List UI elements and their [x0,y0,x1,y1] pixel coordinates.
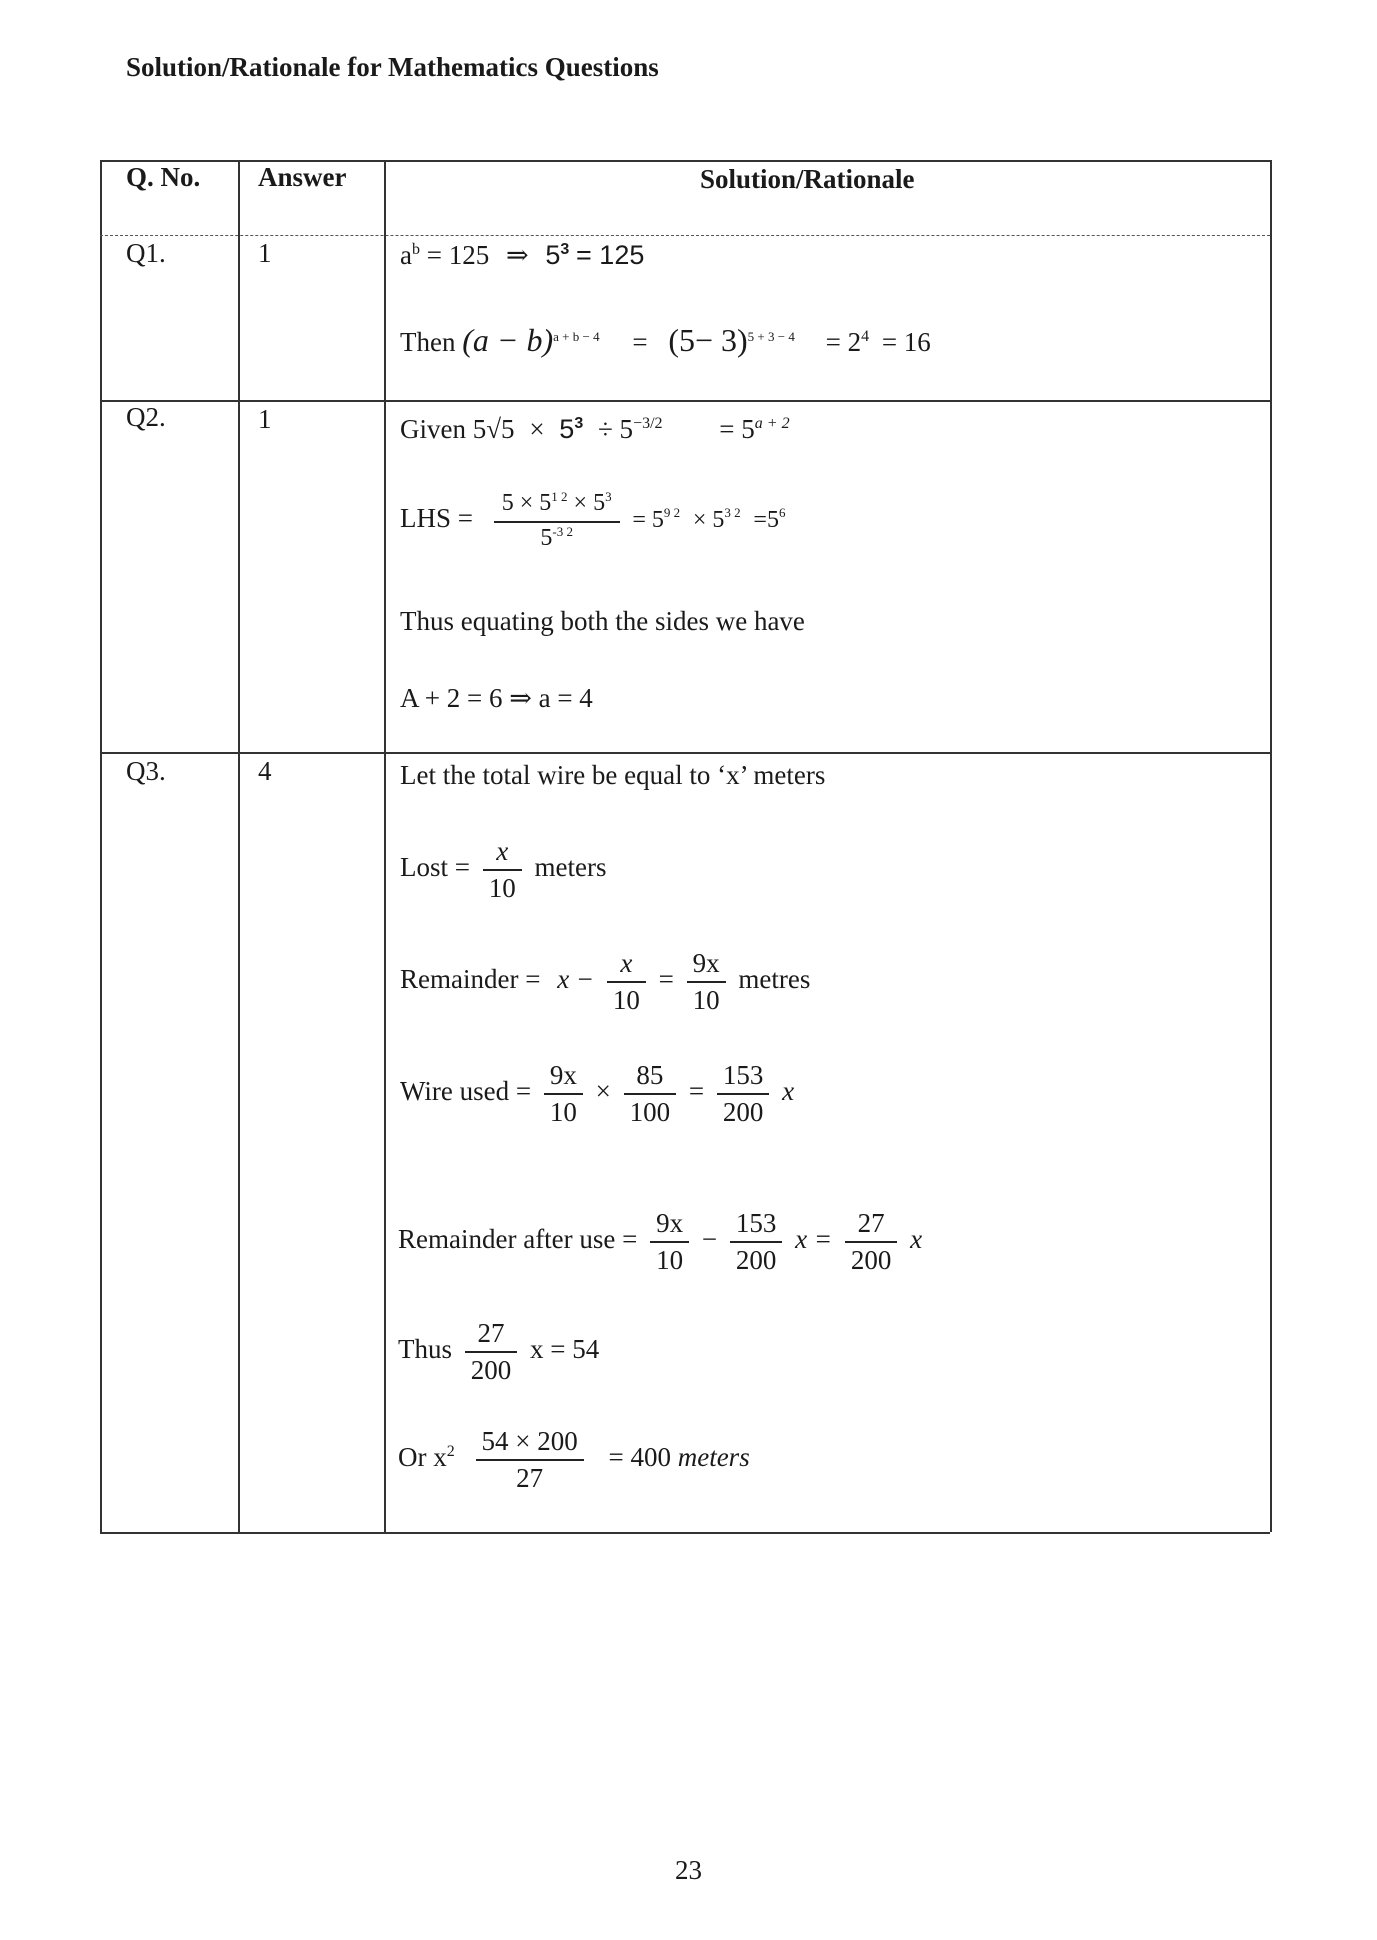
exp: 4 [861,328,870,345]
q2-line-1 [400,414,790,445]
numerator: x [607,948,646,983]
text: x = 54 [530,1334,600,1365]
numerator: 153 [730,1208,783,1243]
q2-final-line: A + 2 = 6 ⇒ a = 4 [400,683,593,713]
lhs-fraction [494,490,620,552]
text: Wire used = [400,1076,532,1107]
text: meters [677,1442,750,1473]
exp: −3/2 [633,415,663,432]
numerator: 9x [544,1060,583,1095]
text: 5 [559,414,575,444]
exp: -3 2 [552,524,573,539]
q3-remainder-line [400,948,810,1016]
fraction [624,1060,677,1128]
text: × [595,1076,611,1107]
page-title: Solution/Rationale for Mathematics Questions [126,52,659,82]
exp: 3 [560,241,570,258]
text: Thus [398,1334,452,1365]
exp: a + 2 [754,415,790,432]
fraction [687,948,726,1016]
numerator: 9x [650,1208,689,1243]
row-rule [100,400,1270,402]
header-qno: Q. No. [126,162,201,192]
denominator: 10 [612,985,640,1015]
text: × 5 [692,507,725,534]
answer-value: 4 [258,756,272,786]
denominator: 100 [629,1097,671,1127]
header-rule [100,235,1270,236]
denominator: 10 [549,1097,577,1127]
text: Or x [398,1442,447,1473]
fraction [607,948,646,1016]
q-number: Q1. [126,238,166,268]
numerator: 153 [717,1060,770,1095]
text: = 5 [719,414,755,444]
text: Remainder after use = [398,1224,638,1255]
fraction [730,1208,783,1276]
exp: 3 [605,489,612,504]
denominator [494,523,620,552]
answer-value: 1 [258,238,272,268]
text: = 125 [576,240,645,270]
text: 5 [545,240,561,270]
numerator: 54 × 200 [476,1426,584,1461]
fraction [717,1060,770,1128]
denominator: 10 [656,1245,684,1275]
denominator: 200 [722,1097,764,1127]
denominator: 200 [735,1245,777,1275]
exp: a + b − 4 [553,329,600,344]
text: a [400,240,412,270]
text: = 16 [881,327,931,357]
text: meters [534,852,607,883]
answer-value: 1 [258,404,272,434]
exp: 1 2 [551,489,568,504]
text: − [701,1224,718,1255]
numerator: 85 [624,1060,677,1095]
text: × 5 [573,490,606,516]
text: x [782,1076,795,1107]
text: = [688,1076,705,1107]
q3-or-line [398,1426,750,1494]
text: 5 × 5 [501,490,552,516]
exp: 5 + 3 − 4 [747,329,795,344]
column-rule [238,160,240,1532]
q-number: Q3. [126,756,166,786]
q1-line-2 [400,322,931,359]
fraction [476,1426,584,1494]
text: = [658,964,674,995]
header-solution: Solution/Rationale [700,164,915,194]
column-rule [384,160,386,1532]
denominator: 27 [516,1463,544,1493]
header-answer: Answer [258,162,347,192]
q3-thus-line [398,1318,599,1386]
numerator: 27 [465,1318,518,1353]
text: ÷ 5 [597,414,634,444]
text: Remainder = [400,964,541,995]
q1-line-1 [400,240,644,271]
row-rule [100,752,1270,754]
exp: b [411,241,420,258]
text: = 125 [426,240,490,270]
text: metres [738,964,811,995]
exp: 9 2 [663,505,681,521]
exp: 3 [574,415,584,432]
text: (5− 3) [668,322,748,358]
q3-remainder-after-use-line [398,1208,922,1276]
exp: 6 [778,505,786,521]
fraction [544,1060,583,1128]
denominator: 10 [692,985,720,1015]
exp: 2 [446,1443,455,1461]
denominator: 200 [850,1245,892,1275]
q-number: Q2. [126,402,166,432]
q3-wire-used-line [400,1060,794,1128]
page-number: 23 [675,1855,702,1885]
numerator: x [483,836,522,871]
q2-lhs-line [400,490,785,552]
fraction [650,1208,689,1276]
text: Then [400,327,456,357]
q3-let-line: Let the total wire be equal to ‘x’ meters [400,760,826,790]
q2-thus-line: Thus equating both the sides we have [400,606,805,636]
text: = [632,327,648,357]
numerator: 9x [687,948,726,983]
text: (a − b) [462,322,554,358]
fraction [845,1208,898,1276]
implies-arrow: ⇒ [505,240,529,270]
text: x − [557,964,595,995]
text: × [529,414,545,444]
fraction [465,1318,518,1386]
text: =5 [753,507,779,534]
exp: 3 2 [724,505,741,521]
text: 5 [540,525,553,551]
denominator: 10 [488,873,516,903]
denominator: 200 [470,1355,512,1385]
text: x [910,1224,923,1255]
text: LHS = [400,503,473,534]
text: Lost = [400,852,470,883]
text: = 2 [825,327,862,357]
numerator: 27 [845,1208,898,1243]
text: x = [795,1224,833,1255]
fraction [483,836,522,904]
q3-lost-line [400,836,606,904]
table-bottom-rule [100,1532,1270,1534]
numerator [494,490,620,523]
text: Given 5√5 [400,414,515,444]
text: = 5 [632,507,664,534]
text: = 400 [608,1442,671,1473]
table-border [100,160,1272,1532]
